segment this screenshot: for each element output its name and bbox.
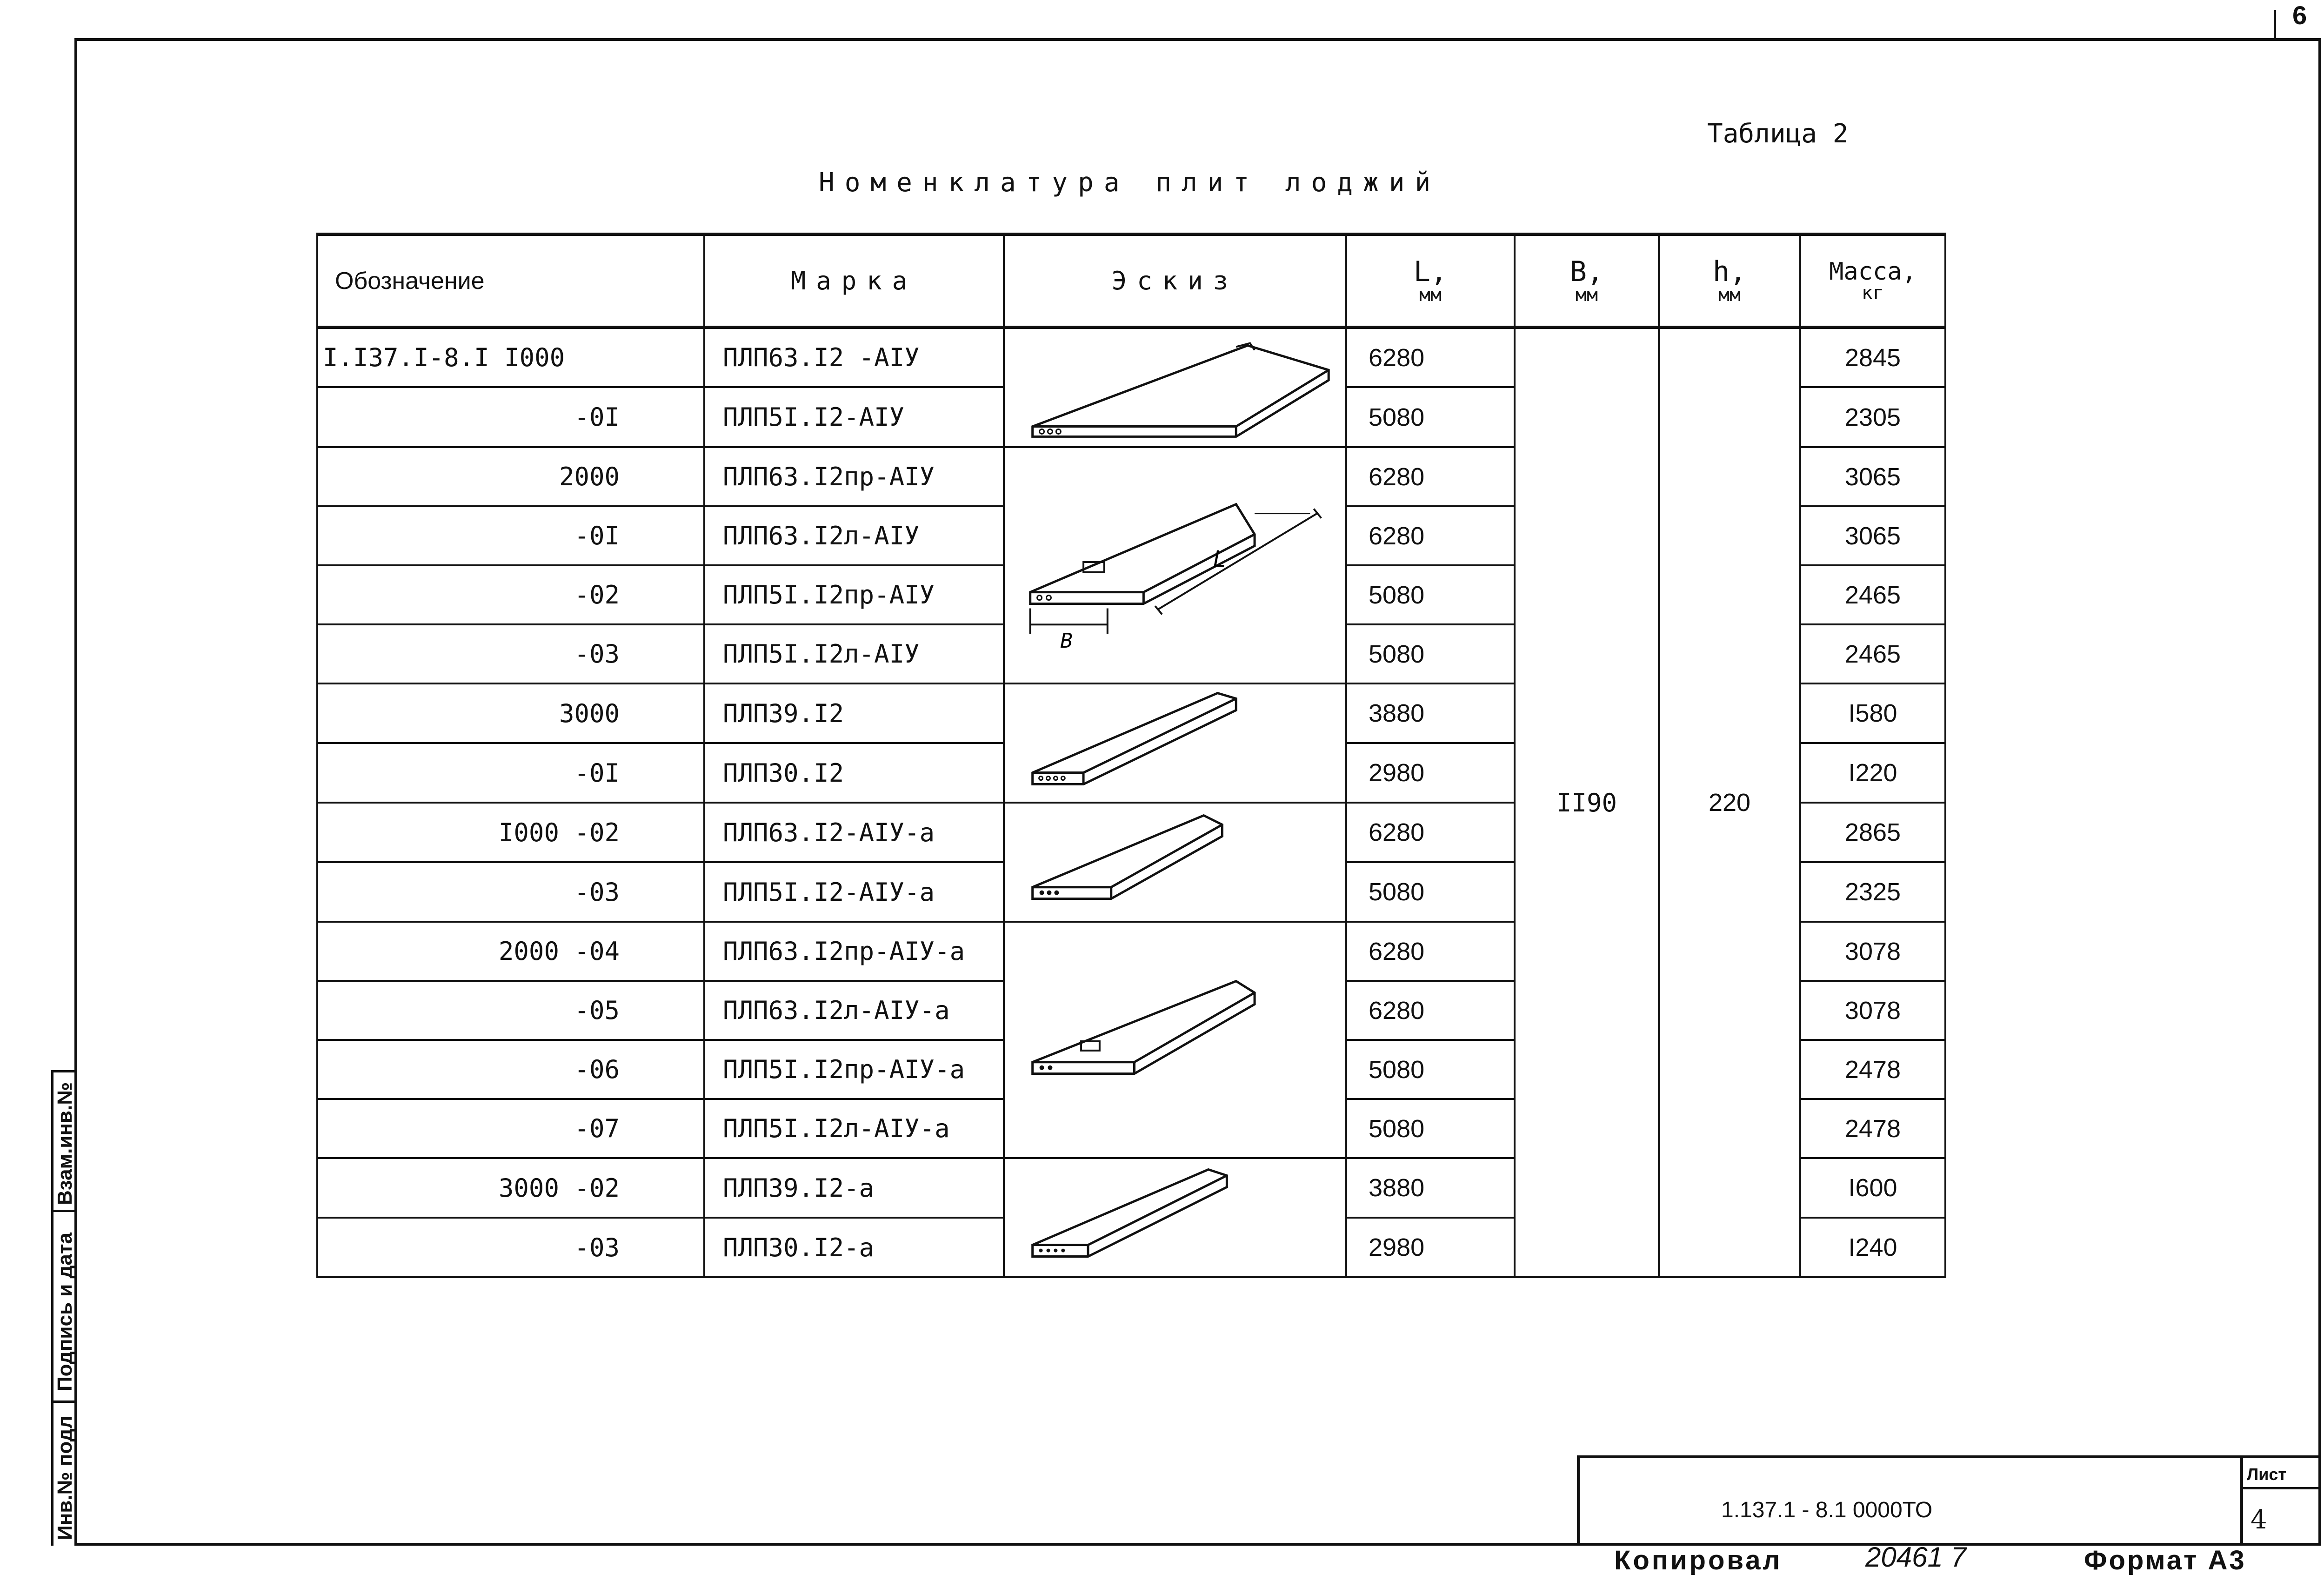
length-cell: 5080 — [1346, 1099, 1515, 1158]
mass-cell: 2465 — [1800, 624, 1945, 683]
header-height-symbol: h, — [1712, 255, 1747, 288]
sketch-width-label: B — [1060, 629, 1073, 653]
designation-cell: I000 -02 — [317, 803, 704, 862]
length-cell: 6280 — [1346, 447, 1515, 506]
header-length — [1346, 235, 1515, 328]
sketch-plain-plate-a — [1004, 803, 1346, 922]
mark-cell: ПЛП5I.I2пр-AIУ — [704, 565, 1004, 624]
mass-cell: I240 — [1800, 1218, 1945, 1277]
header-length-symbol: L, — [1413, 255, 1448, 288]
frame-bottom — [74, 1543, 2321, 1546]
length-cell: 6280 — [1346, 981, 1515, 1040]
length-cell: 5080 — [1346, 624, 1515, 683]
sketch-length-label: L — [1213, 546, 1227, 572]
mark-cell: ПЛП63.I2-AIУ-а — [704, 803, 1004, 862]
designation-cell: -0I — [317, 743, 704, 803]
designation-cell: 3000 -02 — [317, 1158, 704, 1218]
sign-date-label: Подпись и дата — [53, 1233, 76, 1391]
length-cell: 5080 — [1346, 1040, 1515, 1099]
sketch-opening-plate-a — [1004, 922, 1346, 1158]
plates-nomenclature-table — [316, 233, 1946, 1278]
plate-sketch-3 — [1005, 684, 1345, 802]
mark-cell: ПЛП63.I2л-AIУ — [704, 506, 1004, 565]
designation-cell: -0I — [317, 506, 704, 565]
table-label: Таблица 2 — [1707, 119, 1849, 149]
mass-cell: 2845 — [1800, 328, 1945, 388]
designation-cell: -07 — [317, 1099, 704, 1158]
designation-cell: -02 — [317, 565, 704, 624]
length-cell: 3880 — [1346, 1158, 1515, 1218]
sheet-box-divider — [2240, 1487, 2321, 1489]
mass-cell: 2865 — [1800, 803, 1945, 862]
title-block-top — [1577, 1455, 2321, 1458]
table-row — [317, 328, 1945, 388]
mass-cell: 2478 — [1800, 1099, 1945, 1158]
header-height — [1659, 235, 1800, 328]
length-cell: 2980 — [1346, 1218, 1515, 1277]
designation-cell: 2000 -04 — [317, 922, 704, 981]
mark-cell: ПЛП5I.I2л-AIУ — [704, 624, 1004, 683]
sketch-short-plate-a — [1004, 1158, 1346, 1277]
sheet-number: 4 — [2251, 1505, 2267, 1535]
length-cell: 6280 — [1346, 803, 1515, 862]
replace-inv-label: Взам.инв.№ — [53, 1082, 76, 1205]
table-header-row — [317, 235, 1945, 328]
page-number: 6 — [2292, 0, 2307, 30]
length-cell: 2980 — [1346, 743, 1515, 803]
header-width-symbol: B, — [1569, 255, 1604, 288]
plate-sketch-1 — [1005, 329, 1345, 446]
designation-cell: -06 — [317, 1040, 704, 1099]
header-length-unit: мм — [1419, 284, 1442, 306]
header-mark — [704, 235, 1004, 328]
mark-cell: ПЛП39.I2-а — [704, 1158, 1004, 1218]
mass-cell: 3065 — [1800, 506, 1945, 565]
title-block-left — [1577, 1455, 1580, 1546]
mass-cell: 2305 — [1800, 387, 1945, 447]
length-cell: 6280 — [1346, 506, 1515, 565]
mass-cell: 2465 — [1800, 565, 1945, 624]
length-cell: 5080 — [1346, 862, 1515, 922]
designation-cell: 2000 — [317, 447, 704, 506]
mass-cell: 2478 — [1800, 1040, 1945, 1099]
designation-cell: -03 — [317, 1218, 704, 1277]
length-cell: 6280 — [1346, 328, 1515, 388]
plate-sketch-4 — [1005, 804, 1345, 921]
width-shared-cell: II90 — [1515, 328, 1659, 1278]
sketch-dimensioned-plate — [1004, 447, 1346, 683]
sketch-plain-plate — [1004, 328, 1346, 448]
mass-cell: 3078 — [1800, 981, 1945, 1040]
header-mass-symbol: Масса, — [1829, 257, 1917, 286]
header-mark-label: Марка — [790, 266, 918, 295]
mass-cell: I220 — [1800, 743, 1945, 803]
plate-sketch-2 — [1005, 448, 1345, 683]
mark-cell: ПЛП63.I2 -AIУ — [704, 328, 1004, 388]
mass-cell: I580 — [1800, 683, 1945, 743]
length-cell: 3880 — [1346, 683, 1515, 743]
length-cell: 5080 — [1346, 387, 1515, 447]
page-number-tick — [2274, 10, 2276, 38]
designation-cell: -03 — [317, 624, 704, 683]
mark-cell: ПЛП5I.I2л-AIУ-а — [704, 1099, 1004, 1158]
mass-cell: 3065 — [1800, 447, 1945, 506]
mass-cell: I600 — [1800, 1158, 1945, 1218]
document-code: 1.137.1 - 8.1 0000ТО — [1721, 1498, 1933, 1522]
side-stamp-div1 — [51, 1210, 77, 1212]
header-sketch — [1004, 235, 1346, 328]
length-cell: 6280 — [1346, 922, 1515, 981]
header-mass — [1800, 235, 1945, 328]
format-label: Формат А3 — [2084, 1545, 2246, 1575]
frame-right — [2318, 38, 2321, 1546]
header-width-unit: мм — [1575, 284, 1598, 306]
mark-cell: ПЛП63.I2пр-AIУ — [704, 447, 1004, 506]
header-width — [1515, 235, 1659, 328]
mass-cell: 2325 — [1800, 862, 1945, 922]
height-shared-cell: 220 — [1659, 328, 1800, 1278]
inv-orig-label: Инв.№ подл — [53, 1415, 76, 1540]
side-stamp-top — [51, 1070, 77, 1072]
header-mass-unit: кг — [1861, 282, 1884, 304]
mass-cell: 3078 — [1800, 922, 1945, 981]
copied-label: Копировал — [1614, 1545, 1783, 1575]
header-designation: Обозначение — [317, 235, 704, 328]
copy-number: 20461 7 — [1865, 1541, 1966, 1573]
mark-cell: ПЛП30.I2-а — [704, 1218, 1004, 1277]
mark-cell: ПЛП39.I2 — [704, 683, 1004, 743]
mark-cell: ПЛП5I.I2-AIУ-а — [704, 862, 1004, 922]
table-title: Номенклатура плит лоджий — [819, 168, 1441, 198]
designation-cell: -0I — [317, 387, 704, 447]
mark-cell: ПЛП5I.I2пр-AIУ-а — [704, 1040, 1004, 1099]
header-height-unit: мм — [1718, 284, 1741, 306]
sketch-short-plate — [1004, 683, 1346, 803]
sheet-label: Лист — [2247, 1465, 2287, 1484]
plate-sketch-6 — [1005, 1159, 1345, 1276]
mark-cell: ПЛП63.I2пр-AIУ-а — [704, 922, 1004, 981]
frame-top — [74, 38, 2321, 41]
side-stamp-div2 — [51, 1400, 77, 1403]
mark-cell: ПЛП30.I2 — [704, 743, 1004, 803]
sheet-box-left — [2240, 1455, 2243, 1546]
mark-cell: ПЛП5I.I2-AIУ — [704, 387, 1004, 447]
designation-cell: -05 — [317, 981, 704, 1040]
mark-cell: ПЛП63.I2л-AIУ-а — [704, 981, 1004, 1040]
designation-cell: -03 — [317, 862, 704, 922]
plate-sketch-5 — [1005, 923, 1345, 1157]
designation-cell: I.I37.I-8.I I000 — [317, 328, 704, 388]
length-cell: 5080 — [1346, 565, 1515, 624]
designation-cell: 3000 — [317, 683, 704, 743]
header-sketch-label: Эскиз — [1111, 266, 1239, 295]
